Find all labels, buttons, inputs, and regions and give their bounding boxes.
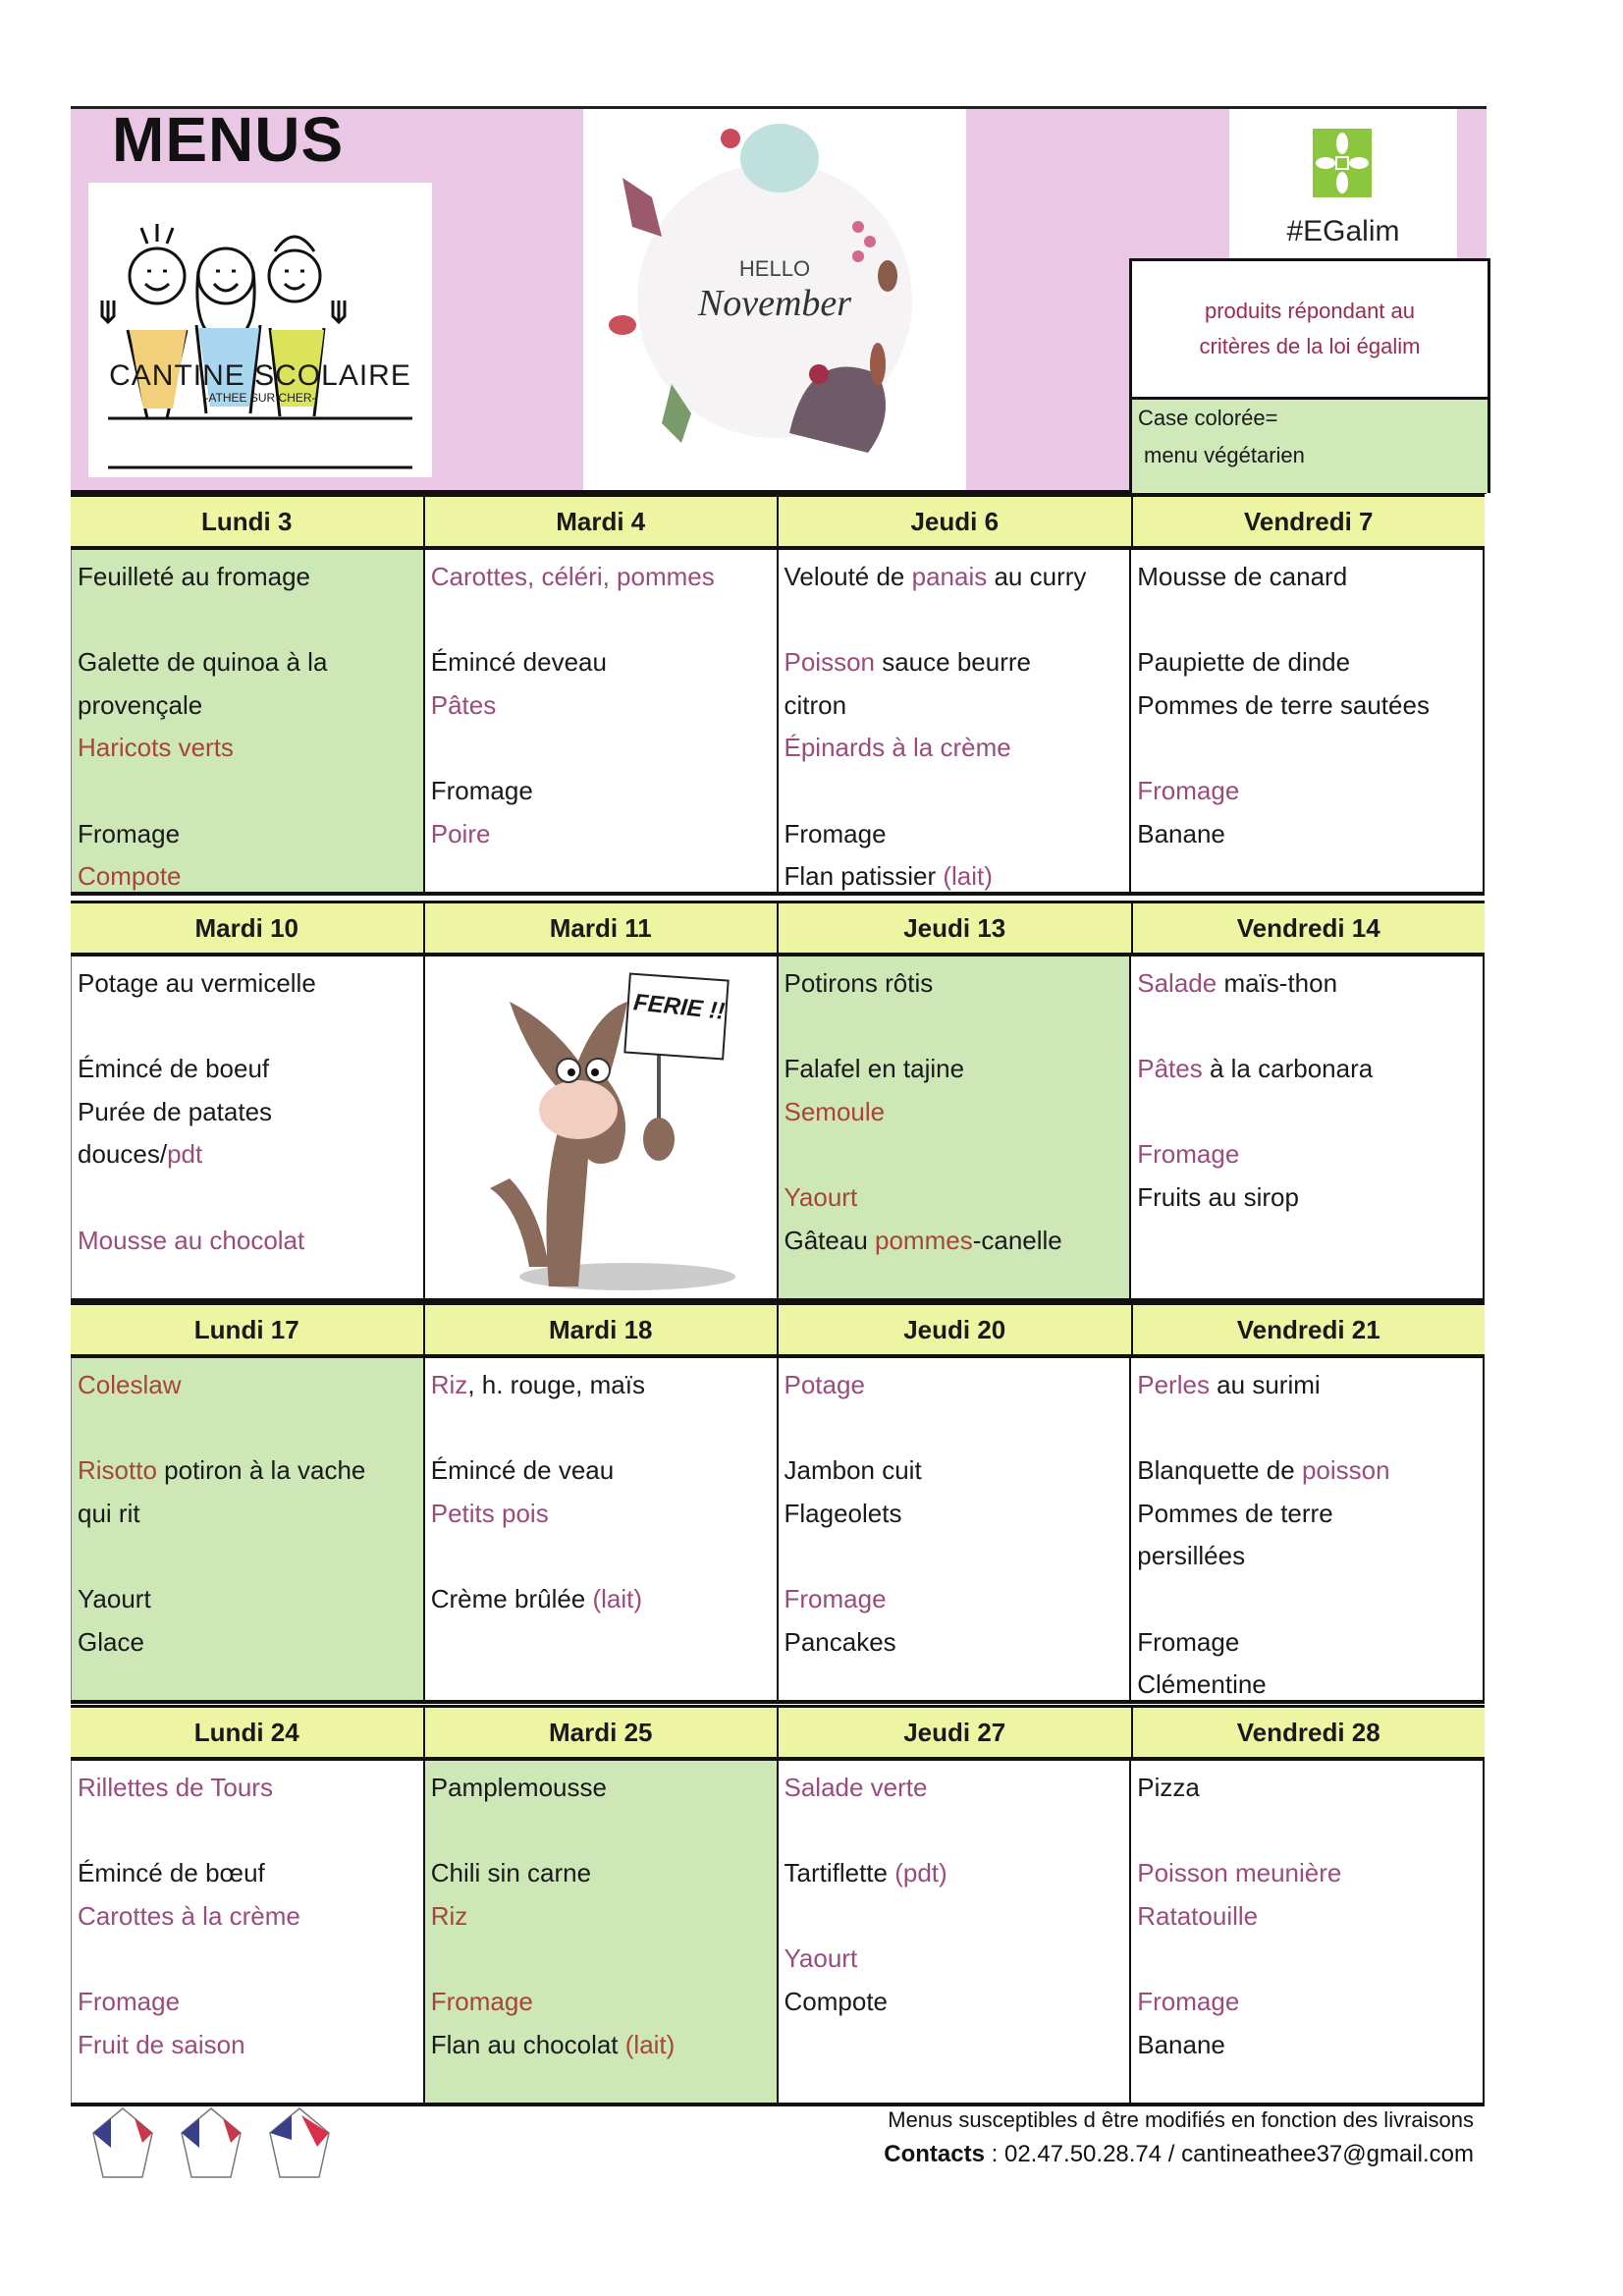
dish-text: potiron à la vache xyxy=(156,1455,366,1486)
menu-line xyxy=(78,1006,419,1049)
menu-cell xyxy=(71,1761,423,2103)
menu-line xyxy=(784,1407,1126,1450)
legend-veg-line2: menu végétarien xyxy=(1144,443,1305,467)
menu-line xyxy=(431,684,773,728)
header-banner xyxy=(71,106,1487,494)
menu-line xyxy=(784,641,1126,684)
legend-vegetarian xyxy=(1132,397,1488,493)
dish-text: Potage au vermicelle xyxy=(78,968,316,998)
dish-text: Mousse de canard xyxy=(1137,562,1348,591)
menu-line xyxy=(78,1133,419,1176)
contacts-value[interactable]: : 02.47.50.28.74 / cantineathee37@gmail.com xyxy=(984,2141,1474,2167)
menu-line xyxy=(78,962,419,1006)
dish-text-egalim: pdt xyxy=(167,1139,203,1170)
dish-text-egalim: Poire xyxy=(430,818,491,848)
dish-text-egalim: Fromage xyxy=(784,1583,887,1613)
menu-line xyxy=(1137,1364,1479,1407)
quality-labels xyxy=(83,2104,349,2187)
egalim-flower-icon xyxy=(1313,129,1372,197)
dish-text: Yaourt xyxy=(78,1583,151,1613)
dish-text: Fromage xyxy=(784,818,887,848)
dish-text-egalim: Perles xyxy=(1137,1370,1210,1399)
dish-text: maïs-thon xyxy=(1217,968,1338,998)
menu-line xyxy=(784,2024,1126,2067)
menu-line xyxy=(1137,1664,1479,1700)
menu-line xyxy=(1137,2066,1479,2103)
menu-cell xyxy=(423,1358,777,1700)
menu-line xyxy=(431,770,773,813)
menu-cell xyxy=(71,957,423,1298)
dish-text: Émincé de boeuf xyxy=(78,1054,270,1084)
dish-text: Émincé de veau xyxy=(430,1455,615,1486)
dish-text: provençale xyxy=(78,689,203,720)
menu-line xyxy=(784,1981,1126,2024)
dish-text: Banane xyxy=(1137,818,1225,848)
dish-text-egalim: pommes xyxy=(875,1225,973,1255)
menu-line xyxy=(1137,1493,1479,1536)
dish-text: Pizza xyxy=(1137,1773,1200,1802)
menu-line xyxy=(78,1262,419,1298)
dish-text: sauce beurre xyxy=(875,647,1031,678)
dish-text: Flan au chocolat xyxy=(430,2029,625,2059)
legend-egalim xyxy=(1132,261,1488,397)
day-header: Lundi 24 xyxy=(193,1718,299,1747)
menu-line xyxy=(431,1664,773,1700)
dish-text: persillées xyxy=(1137,1541,1246,1571)
menu-line xyxy=(78,1407,419,1450)
hello-november-banner xyxy=(583,109,966,490)
menu-line xyxy=(78,1048,419,1091)
menu-line xyxy=(431,1767,773,1810)
egalim-logo xyxy=(1229,109,1457,261)
day-header: Jeudi 6 xyxy=(777,497,1131,546)
dish-text-egalim: Poisson xyxy=(784,647,875,678)
menu-line xyxy=(784,1006,1126,1049)
menu-line xyxy=(784,1535,1126,1578)
dish-text: Pamplemousse xyxy=(430,1773,607,1802)
banner-month: November xyxy=(697,283,852,324)
menu-line xyxy=(78,684,419,728)
menu-line xyxy=(784,2066,1126,2103)
dish-text-egalim: Haricots verts xyxy=(78,733,234,763)
dish-text: au curry xyxy=(987,562,1087,591)
dish-text-egalim: Riz xyxy=(430,1900,468,1931)
dish-text-egalim: Fromage xyxy=(78,1986,181,2016)
dish-text-egalim: (lait) xyxy=(624,2029,676,2059)
dish-text-egalim: Riz xyxy=(430,1370,468,1399)
menu-line xyxy=(1137,1220,1479,1263)
menu-cell xyxy=(1129,550,1485,892)
day-header: Jeudi 27 xyxy=(777,1708,1131,1757)
dish-text: Chili sin carne xyxy=(430,1858,592,1888)
menu-line xyxy=(784,1852,1126,1895)
dish-text-egalim: Carottes, céléri, pommes xyxy=(430,562,715,591)
menu-line xyxy=(431,1493,773,1536)
menu-line xyxy=(78,1810,419,1853)
menu-line xyxy=(78,1091,419,1134)
menu-cell xyxy=(1129,1358,1485,1700)
dish-text-egalim: Mousse au chocolat xyxy=(78,1225,305,1255)
dish-text-egalim: Poisson meunière xyxy=(1137,1858,1342,1888)
week-menu-row xyxy=(71,550,1485,896)
day-header: Vendredi 28 xyxy=(1131,1708,1486,1757)
week-menu-row xyxy=(71,957,1485,1302)
dish-text: Fromage xyxy=(1137,1626,1240,1657)
menu-line xyxy=(1137,1621,1479,1665)
menu-line xyxy=(784,1048,1126,1091)
egalim-label: #EGalim xyxy=(1286,215,1400,247)
menu-line xyxy=(78,2066,419,2103)
menu-line xyxy=(78,1449,419,1493)
dish-text: Falafel en tajine xyxy=(784,1054,965,1084)
dish-text: Galette de quinoa à la xyxy=(78,647,328,678)
menu-line xyxy=(784,962,1126,1006)
day-header: Mardi 10 xyxy=(194,913,298,943)
menu-line xyxy=(431,1938,773,1981)
legend-egalim-line1: produits répondant au xyxy=(1204,299,1416,323)
dish-text-egalim: Fruit de saison xyxy=(78,2029,245,2059)
menu-line xyxy=(784,556,1126,599)
menu-cell xyxy=(423,550,777,892)
menu-cell xyxy=(777,1358,1130,1700)
dish-text: qui rit xyxy=(78,1498,140,1528)
menu-line xyxy=(431,1449,773,1493)
menu-line xyxy=(78,1981,419,2024)
menu-line xyxy=(784,727,1126,770)
dish-text: Purée de patates xyxy=(78,1096,273,1126)
menu-line xyxy=(78,1578,419,1621)
menu-line xyxy=(1137,1578,1479,1621)
week-header-row xyxy=(71,1705,1485,1761)
logo-text: CANTINE SCOLAIRE xyxy=(109,359,411,392)
menu-line xyxy=(1137,556,1479,599)
menu-line xyxy=(784,770,1126,813)
logo-subtext: -ATHEE SUR CHER- xyxy=(204,391,316,405)
menu-line xyxy=(784,1938,1126,1981)
menu-line xyxy=(78,1493,419,1536)
menu-line xyxy=(78,1535,419,1578)
menu-cell-vegetarian xyxy=(71,550,423,892)
menu-cell-vegetarian xyxy=(777,957,1130,1298)
week-header-row xyxy=(71,1302,1485,1358)
menu-line xyxy=(78,1220,419,1263)
day-header: Mardi 18 xyxy=(423,1305,778,1354)
menu-line xyxy=(431,727,773,770)
dish-text: Émincé deveau xyxy=(430,647,607,678)
children-drawing-icon xyxy=(88,183,432,477)
dish-text: Fromage xyxy=(430,775,533,805)
menu-line xyxy=(784,1621,1126,1665)
menu-line xyxy=(1137,770,1479,813)
dish-text: , h. rouge, maïs xyxy=(467,1370,645,1399)
dish-text: Fromage xyxy=(78,818,181,848)
week-header-row xyxy=(71,494,1485,550)
legend xyxy=(1129,258,1490,493)
dish-text-egalim: Salade xyxy=(1137,968,1217,998)
menu-line xyxy=(1137,1407,1479,1450)
menu-line xyxy=(431,1852,773,1895)
menu-line xyxy=(784,1133,1126,1176)
menu-line xyxy=(78,727,419,770)
dish-text-egalim: Salade verte xyxy=(784,1773,928,1802)
day-header: Vendredi 7 xyxy=(1131,497,1486,546)
menu-cell-vegetarian xyxy=(423,1761,777,2103)
menu-line xyxy=(784,1091,1126,1134)
menu-line xyxy=(1137,1449,1479,1493)
dish-text: Blanquette de xyxy=(1137,1455,1302,1486)
legend-egalim-line2: critères de la loi égalim xyxy=(1199,334,1421,358)
dish-text-egalim: panais xyxy=(911,562,988,591)
menu-line xyxy=(1137,684,1479,728)
menu-line xyxy=(431,1364,773,1407)
menu-line xyxy=(784,1664,1126,1700)
dish-text-egalim: poisson xyxy=(1301,1455,1390,1486)
dish-text-egalim: Coleslaw xyxy=(78,1370,182,1399)
menu-line xyxy=(78,1176,419,1220)
menu-cell xyxy=(1129,957,1485,1298)
menu-line xyxy=(1137,1006,1479,1049)
dish-text-egalim: (lait) xyxy=(943,861,993,892)
dish-text-egalim: Yaourt xyxy=(784,1181,858,1212)
dish-text: Pommes de terre sautées xyxy=(1137,689,1430,720)
day-header: Vendredi 21 xyxy=(1131,1305,1486,1354)
dish-text: Jambon cuit xyxy=(784,1455,922,1486)
menu-line xyxy=(78,641,419,684)
dish-text: Gâteau xyxy=(784,1225,876,1255)
menu-line xyxy=(78,1852,419,1895)
dish-text-egalim: Semoule xyxy=(784,1096,886,1126)
dish-text-egalim: Fromage xyxy=(1137,1139,1240,1170)
menu-cell xyxy=(777,550,1130,892)
menu-line xyxy=(431,641,773,684)
menu-line xyxy=(431,556,773,599)
dish-text: Pommes de terre xyxy=(1137,1498,1333,1528)
dish-text: Banane xyxy=(1137,2029,1225,2059)
menu-line xyxy=(431,2066,773,2103)
menu-line xyxy=(1137,641,1479,684)
day-header: Lundi 17 xyxy=(193,1315,299,1344)
menu-line xyxy=(1137,727,1479,770)
week-header-row xyxy=(71,901,1485,957)
dish-text: Flan patissier xyxy=(784,861,944,892)
dish-text: Clémentine xyxy=(1137,1669,1267,1700)
menu-line xyxy=(431,813,773,856)
menu-line xyxy=(431,1535,773,1578)
footer-notice: Menus susceptibles d être modifiés en fonction des livraisons xyxy=(888,2107,1474,2132)
menu-line xyxy=(431,1407,773,1450)
menu-line xyxy=(78,1767,419,1810)
menu-line xyxy=(1137,1091,1479,1134)
menu-line xyxy=(784,1895,1126,1939)
dish-text-egalim: (lait) xyxy=(592,1583,643,1613)
day-header: Mardi 11 xyxy=(423,903,778,953)
menu-line xyxy=(78,1895,419,1939)
menu-line xyxy=(784,855,1126,892)
week-menu-row xyxy=(71,1761,1485,2106)
menu-line xyxy=(1137,1810,1479,1853)
menu-line xyxy=(1137,1852,1479,1895)
menu-line xyxy=(78,855,419,892)
french-origin-labels-icon xyxy=(83,2104,349,2182)
holiday-sign: FERIE !! xyxy=(631,989,727,1025)
menu-line xyxy=(78,1364,419,1407)
menu-line xyxy=(78,599,419,642)
menu-line xyxy=(1137,1133,1479,1176)
dish-text: Compote xyxy=(784,1986,888,2016)
dish-text: Glace xyxy=(78,1626,144,1657)
page-title: MENUS xyxy=(112,104,345,175)
menu-line xyxy=(784,1810,1126,1853)
dish-text: Potirons rôtis xyxy=(784,968,934,998)
dish-text: -canelle xyxy=(972,1225,1062,1255)
dish-text: Feuilleté au fromage xyxy=(78,562,311,591)
menu-line xyxy=(431,2024,773,2067)
menu-line xyxy=(784,813,1126,856)
dish-text-egalim: Potage xyxy=(784,1370,865,1399)
menu-line xyxy=(1137,1981,1479,2024)
menu-line xyxy=(78,1621,419,1665)
menu-line xyxy=(1137,1938,1479,1981)
menu-line xyxy=(784,1767,1126,1810)
day-header: Vendredi 14 xyxy=(1131,903,1486,953)
contacts-label: Contacts xyxy=(884,2141,985,2167)
dish-text: Flageolets xyxy=(784,1498,902,1528)
menu-line xyxy=(1137,1895,1479,1939)
menu-line xyxy=(1137,1262,1479,1298)
menu-line xyxy=(431,855,773,892)
menu-cell xyxy=(1129,1761,1485,2103)
menu-line xyxy=(784,1262,1126,1298)
menu-line xyxy=(1137,962,1479,1006)
dish-text-egalim: Rillettes de Tours xyxy=(78,1773,273,1802)
menu-line xyxy=(431,1621,773,1665)
dish-text-egalim: Pâtes xyxy=(1137,1054,1203,1084)
menu-line xyxy=(784,1220,1126,1263)
day-header: Jeudi 13 xyxy=(777,903,1131,953)
dish-text-egalim: (pdt) xyxy=(894,1858,947,1888)
menu-line xyxy=(1137,599,1479,642)
menu-line xyxy=(1137,1048,1479,1091)
menu-line xyxy=(431,1895,773,1939)
menu-line xyxy=(1137,1176,1479,1220)
dish-text-egalim: Carottes à la crème xyxy=(78,1900,300,1931)
dish-text-egalim: Petits pois xyxy=(430,1498,549,1528)
footer-contacts xyxy=(884,2141,1474,2168)
menu-line xyxy=(784,1449,1126,1493)
dish-text: Paupiette de dinde xyxy=(1137,647,1351,678)
dish-text: à la carbonara xyxy=(1202,1054,1374,1084)
menu-line xyxy=(784,684,1126,728)
menu-line xyxy=(78,770,419,813)
cantine-logo xyxy=(88,183,432,477)
week-menu-row xyxy=(71,1358,1485,1704)
dish-text-egalim: Yaourt xyxy=(784,1943,858,1974)
dish-text: Pancakes xyxy=(784,1626,896,1657)
menu-line xyxy=(78,1938,419,1981)
dish-text: Crème brûlée xyxy=(430,1583,593,1613)
menu-line xyxy=(431,1578,773,1621)
menu-line xyxy=(784,599,1126,642)
menu-line xyxy=(784,1493,1126,1536)
dish-text: Fruits au sirop xyxy=(1137,1181,1299,1212)
legend-veg-line1: Case colorée= xyxy=(1138,406,1278,430)
dish-text-egalim: Ratatouille xyxy=(1137,1900,1259,1931)
menu-line xyxy=(78,2024,419,2067)
dish-text: douces/ xyxy=(78,1139,168,1170)
banner-hello: HELLO xyxy=(738,256,811,281)
day-header: Mardi 4 xyxy=(423,497,778,546)
menu-line xyxy=(431,1810,773,1853)
menu-line xyxy=(784,1176,1126,1220)
dish-text-egalim: Risotto xyxy=(78,1455,157,1486)
day-header: Jeudi 20 xyxy=(777,1305,1131,1354)
menu-line xyxy=(1137,855,1479,892)
dish-text: Émincé de bœuf xyxy=(78,1858,265,1888)
menu-line xyxy=(784,1364,1126,1407)
dish-text-egalim: Compote xyxy=(78,861,182,892)
menu-line xyxy=(1137,2024,1479,2067)
menu-line xyxy=(78,556,419,599)
day-header: Mardi 25 xyxy=(423,1708,778,1757)
dish-text: citron xyxy=(784,689,847,720)
menu-line xyxy=(431,599,773,642)
menu-line xyxy=(431,1981,773,2024)
dish-text-egalim: Pâtes xyxy=(430,689,497,720)
menu-line xyxy=(78,813,419,856)
menu-cell xyxy=(777,1761,1130,2103)
dish-text-egalim: Fromage xyxy=(430,1986,533,2016)
dish-text-egalim: Fromage xyxy=(1137,775,1240,805)
menu-line xyxy=(1137,1767,1479,1810)
dish-text: Tartiflette xyxy=(784,1858,895,1888)
dish-text: au surimi xyxy=(1209,1370,1321,1399)
menu-cell-vegetarian xyxy=(71,1358,423,1700)
menu-line xyxy=(784,1578,1126,1621)
menu-cell xyxy=(423,957,777,1298)
menu-line xyxy=(1137,813,1479,856)
day-header: Lundi 3 xyxy=(201,507,293,536)
dish-text: Velouté de xyxy=(784,562,912,591)
menu-line xyxy=(1137,1535,1479,1578)
menu-line xyxy=(78,1664,419,1700)
dish-text-egalim: Fromage xyxy=(1137,1986,1240,2016)
dish-text-egalim: Épinards à la crème xyxy=(784,733,1011,763)
